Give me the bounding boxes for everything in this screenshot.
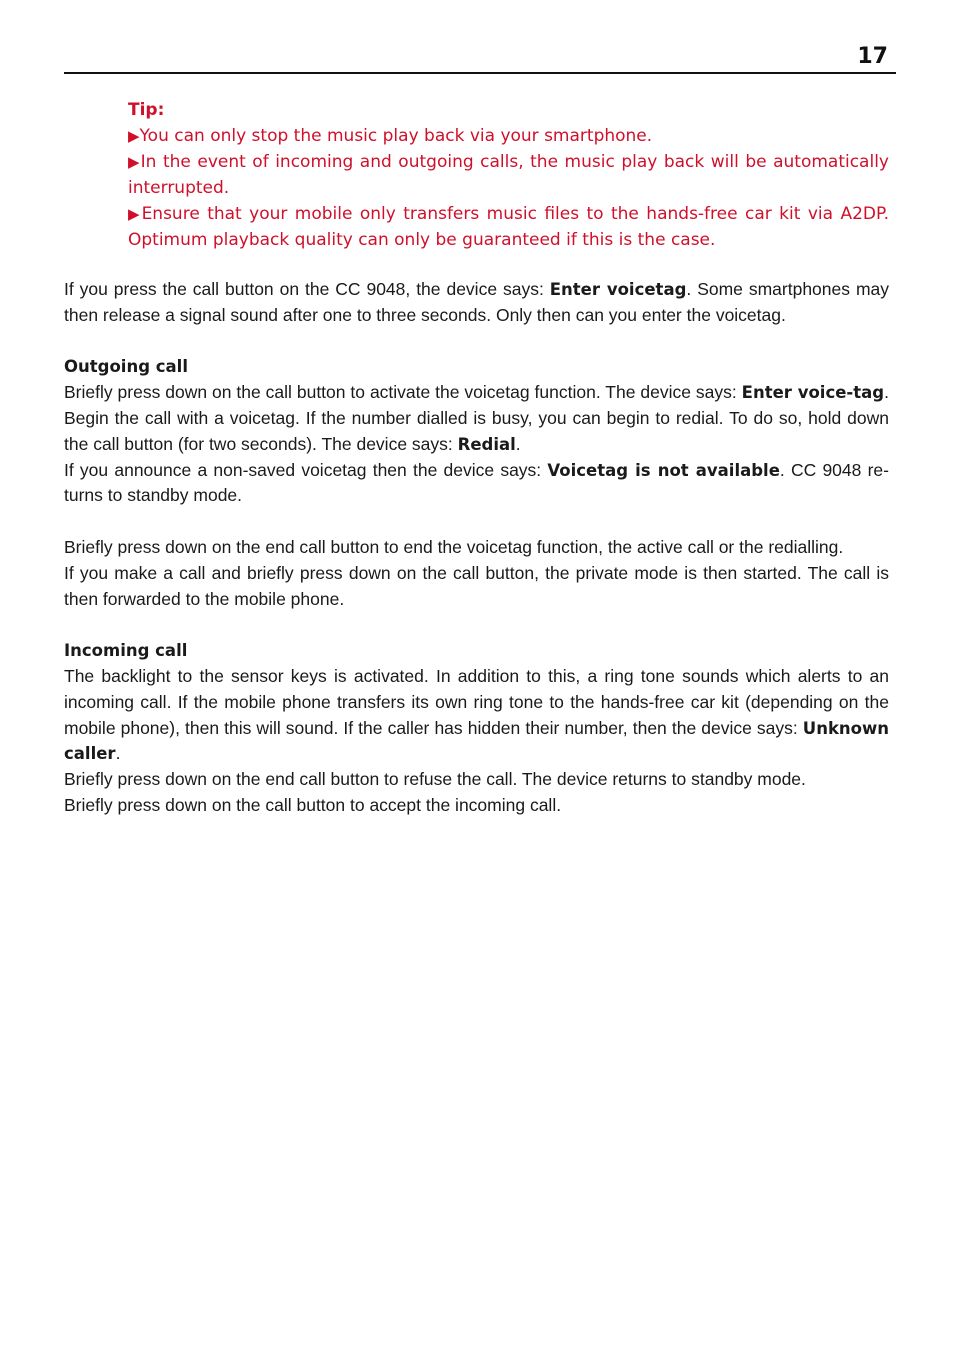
tip-bullet: ▶Ensure that your mobile only transfers music files to the hands-free car kit via A2DP. Optimum playback quality can only be guaranteed if this is the case. xyxy=(128,204,889,250)
intro-paragraph: If you press the call button on the CC 9048, the device says: Enter voicetag. Some smartphones may then release a signal sound after one to three seconds. Only then can you enter the voicetag. xyxy=(64,279,890,325)
right-triangle-arrow-icon: ▶ xyxy=(128,153,141,171)
incoming-call-heading: Incoming call xyxy=(64,641,188,661)
right-triangle-arrow-icon: ▶ xyxy=(128,205,142,223)
page-number: 17 xyxy=(857,44,888,69)
incoming-paragraph: Briefly press down on the call button to accept the incoming call. xyxy=(64,794,562,815)
outgoing-paragraph: If you make a call and briefly press down on the call button, the private mode is then started. The call is then forwarded to the mobile phone. xyxy=(64,562,889,609)
right-triangle-arrow-icon: ▶ xyxy=(128,127,140,145)
tip-box xyxy=(128,97,889,253)
header-rule xyxy=(64,72,896,74)
outgoing-paragraph: Briefly press down on the call button to activate the voicetag function. The device says: Enter voice-tag. Begin the call with a voicetag. If the number dialled is busy, you can begin to redial. To do so, hold down the call button (for two seconds). The device says: Redial. xyxy=(64,382,889,454)
tip-bullet: ▶You can only stop the music play back via your smartphone. xyxy=(128,126,653,146)
tip-bullet: ▶In the event of incoming and outgoing calls, the music play back will be automatically interrupted. xyxy=(128,152,889,198)
outgoing-paragraph: Briefly press down on the end call button to end the voicetag function, the active call or the redialling. xyxy=(64,536,844,557)
body-text xyxy=(64,277,889,819)
incoming-paragraph: The backlight to the sensor keys is activated. In addition to this, a ring tone sounds which alerts to an incoming call. If the mobile phone transfers its own ring tone to the hands-free car kit (depending on the mobile phone), then this will sound. If the caller has hidden their number, then the device says: Unknown caller. xyxy=(64,665,889,764)
outgoing-call-heading: Outgoing call xyxy=(64,357,188,377)
incoming-paragraph: Briefly press down on the end call button to refuse the call. The device returns to standby mode. xyxy=(64,769,806,790)
outgoing-paragraph: If you announce a non-saved voicetag then the device says: Voicetag is not available. CC 9048 re-turns to standby mode. xyxy=(64,459,889,506)
tip-label: Tip: xyxy=(128,100,165,120)
